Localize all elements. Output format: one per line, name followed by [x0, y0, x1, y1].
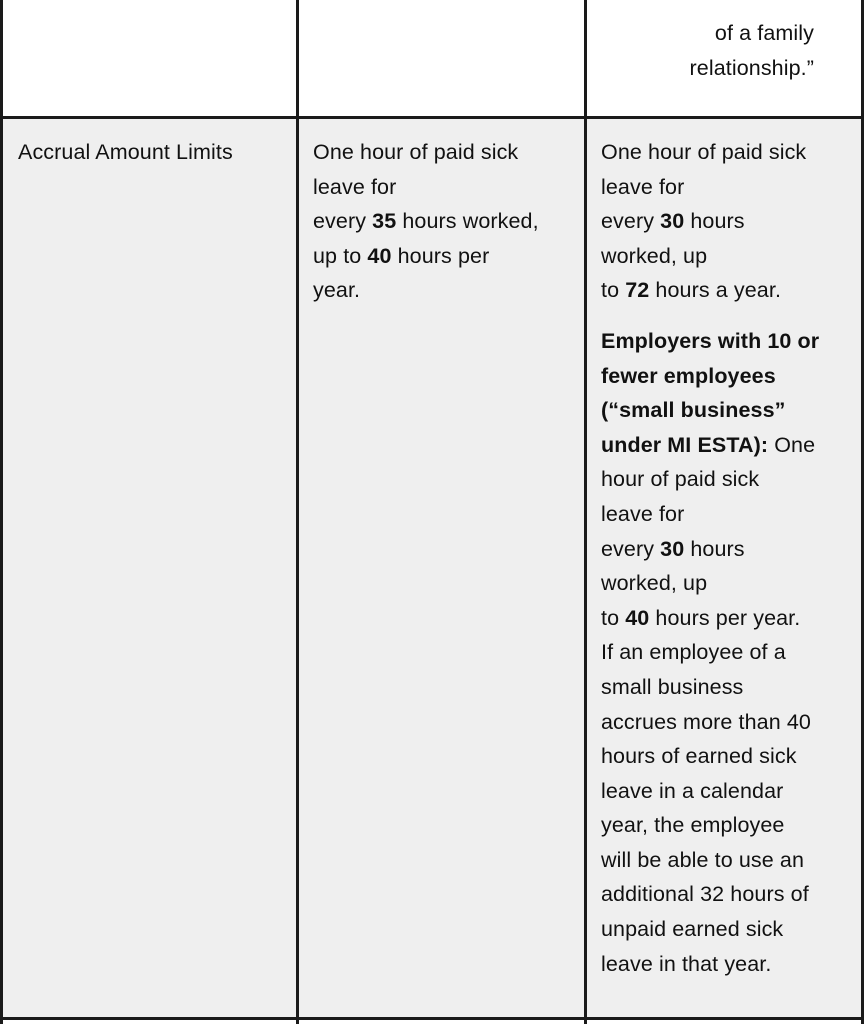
text-line: of a family [714, 21, 814, 45]
text-line: One hour of paid sick [601, 140, 807, 164]
text-line: leave in that year. [601, 951, 772, 976]
row-label: Accrual Amount Limits [18, 140, 233, 164]
text-line: relationship.” [689, 55, 814, 80]
text-line: to 72 hours a year. [601, 278, 782, 303]
accrual-col2-cell [313, 135, 539, 308]
text-line: up to 40 hours per [313, 243, 490, 268]
text-line: Employers with 10 or [601, 328, 820, 353]
top-row-col3-cell [587, 0, 864, 116]
text-line: leave for [601, 501, 685, 526]
accrual-col2-text [313, 135, 539, 308]
table-divider-col1 [296, 0, 299, 1024]
top-row-col3-text [690, 16, 815, 85]
text-line: every 35 hours worked, [313, 209, 539, 234]
table-row-divider [0, 1017, 864, 1020]
accrual-label-cell [18, 135, 233, 170]
table-row-divider [0, 116, 864, 119]
text-line: hour of paid sick [601, 467, 760, 492]
text-line: leave in a calendar [601, 778, 784, 803]
table-border-left [0, 0, 3, 1024]
text-line: If an employee of a [601, 640, 786, 665]
text-line: every 30 hours [601, 209, 745, 234]
text-line: fewer employees [601, 363, 776, 388]
text-line: leave for [601, 174, 685, 199]
accrual-col3-para1 [601, 135, 819, 308]
text-line: unpaid earned sick [601, 917, 784, 942]
text-line: to 40 hours per year. [601, 605, 801, 630]
text-line: year. [313, 278, 361, 303]
accrual-col3-cell [601, 135, 819, 981]
text-line: (“small business” [601, 398, 786, 423]
text-line: additional 32 hours of [601, 882, 809, 907]
text-line: accrues more than 40 [601, 709, 811, 734]
text-line: worked, up [601, 243, 708, 268]
accrual-col3-para2 [601, 324, 819, 981]
text-line: hours of earned sick [601, 744, 797, 769]
text-line: year, the employee [601, 813, 785, 838]
text-line: leave for [313, 174, 397, 199]
accrual-label [18, 135, 233, 170]
text-line: under MI ESTA): One [601, 432, 816, 457]
table-divider-col2 [584, 0, 587, 1024]
text-line: every 30 hours [601, 536, 745, 561]
text-line: worked, up [601, 571, 708, 596]
text-line: will be able to use an [601, 847, 804, 872]
text-line: small business [601, 674, 744, 699]
text-line: One hour of paid sick [313, 140, 519, 164]
